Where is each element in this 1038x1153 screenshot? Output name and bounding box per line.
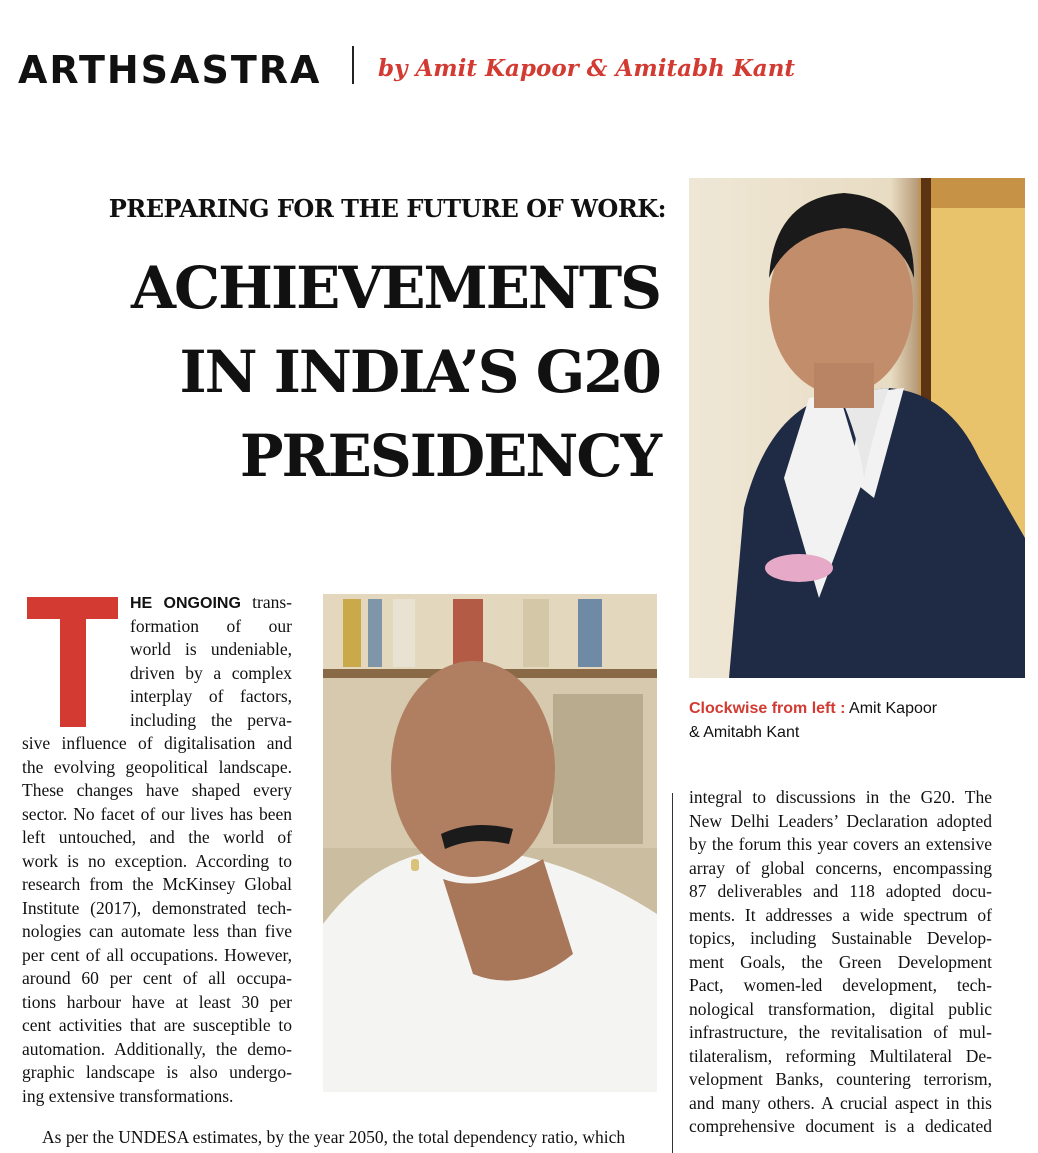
body-line: work is no exception. According to (22, 850, 292, 871)
headline-line: PRESIDENCY (239, 422, 660, 490)
masthead-divider (352, 46, 354, 84)
body-line: nological transformation, digital public (689, 998, 992, 1019)
body-line: cent activities that are susceptible to (22, 1015, 292, 1035)
portrait-illustration (323, 594, 657, 1092)
body-line: Pact, women-led development, tech- (689, 975, 992, 995)
body-line: by the forum this year covers an extensive (689, 834, 992, 854)
headline-line: ACHIEVEMENTS (131, 254, 660, 322)
body-line: the evolving geopolitical landscape. (22, 756, 292, 777)
body-line: sector. No facet of our lives has been (22, 803, 292, 824)
body-line: array of global concerns, encompassing (689, 857, 992, 878)
body-line: tions harbour have at least 30 per (22, 991, 292, 1012)
caption-lead: Clockwise from left : (689, 700, 846, 717)
body-line: world is undeniable, (130, 639, 292, 659)
body-line: driven by a complex (130, 662, 292, 683)
author-byline: by Amit Kapoor & Amitabh Kant (378, 55, 796, 82)
body-line: automation. Additionally, the demo- (22, 1038, 292, 1059)
headline-kicker: PREPARING FOR THE FUTURE OF WORK: (108, 194, 666, 223)
body-line: per cent of all occupations. However, (22, 944, 292, 965)
caption-text-line2: & Amitabh Kant (689, 724, 800, 741)
body-line: ments. It addresses a wide spectrum of (689, 904, 992, 925)
body-line: ment Goals, the Green Development (689, 951, 992, 972)
body-line: velopment Banks, countering terrorism, (689, 1069, 992, 1089)
body-line: graphic landscape is also undergo- (22, 1062, 292, 1082)
caption-text: Amit Kapoor (845, 700, 938, 717)
body-line: nologies can automate less than five (22, 921, 292, 941)
portrait-illustration (689, 178, 1025, 678)
headline-line: IN INDIA’S G20 (179, 338, 660, 406)
body-line: These changes have shaped every (22, 780, 292, 800)
body-line: around 60 per cent of all occupa- (22, 968, 292, 988)
body-line-paragraph-2: As per the UNDESA estimates, by the year 2050, the total dependency ratio, which (42, 1127, 626, 1147)
photo-amit-kapoor (323, 594, 657, 1092)
body-line: left untouched, and the world of (22, 827, 292, 847)
column-rule (672, 793, 673, 1153)
body-line: infrastructure, the revitalisation of mul- (689, 1022, 992, 1042)
body-line: including the perva- (130, 709, 292, 730)
body-line: integral to discussions in the G20. The (689, 787, 992, 807)
article-column-2 (689, 786, 992, 1139)
body-line: HE ONGOING trans- (130, 592, 292, 612)
lead-in: HE ONGOING (130, 595, 241, 612)
article-column-1 (22, 591, 292, 1108)
body-line: ing extensive transformations. (22, 1085, 234, 1106)
body-line: interplay of factors, (130, 686, 292, 706)
body-line: topics, including Sustainable Develop- (689, 928, 992, 948)
body-line: and many others. A crucial aspect in this (689, 1092, 992, 1113)
body-line: tilateralism, reforming Multilateral De- (689, 1045, 992, 1066)
headline (30, 246, 660, 498)
body-line: New Delhi Leaders’ Declaration adopted (689, 810, 992, 831)
photo-amitabh-kant (689, 178, 1025, 678)
section-masthead: ARTHSASTRA (18, 48, 322, 92)
body-line: sive influence of digitalisation and (22, 733, 292, 753)
body-line: 87 deliverables and 118 adopted docu- (689, 881, 992, 901)
body-line: comprehensive document is a dedicated (689, 1116, 992, 1136)
body-line: Institute (2017), demonstrated tech- (22, 897, 292, 918)
body-line: research from the McKinsey Global (22, 874, 292, 894)
body-line: formation of our (130, 615, 292, 636)
photo-caption (689, 697, 1025, 745)
